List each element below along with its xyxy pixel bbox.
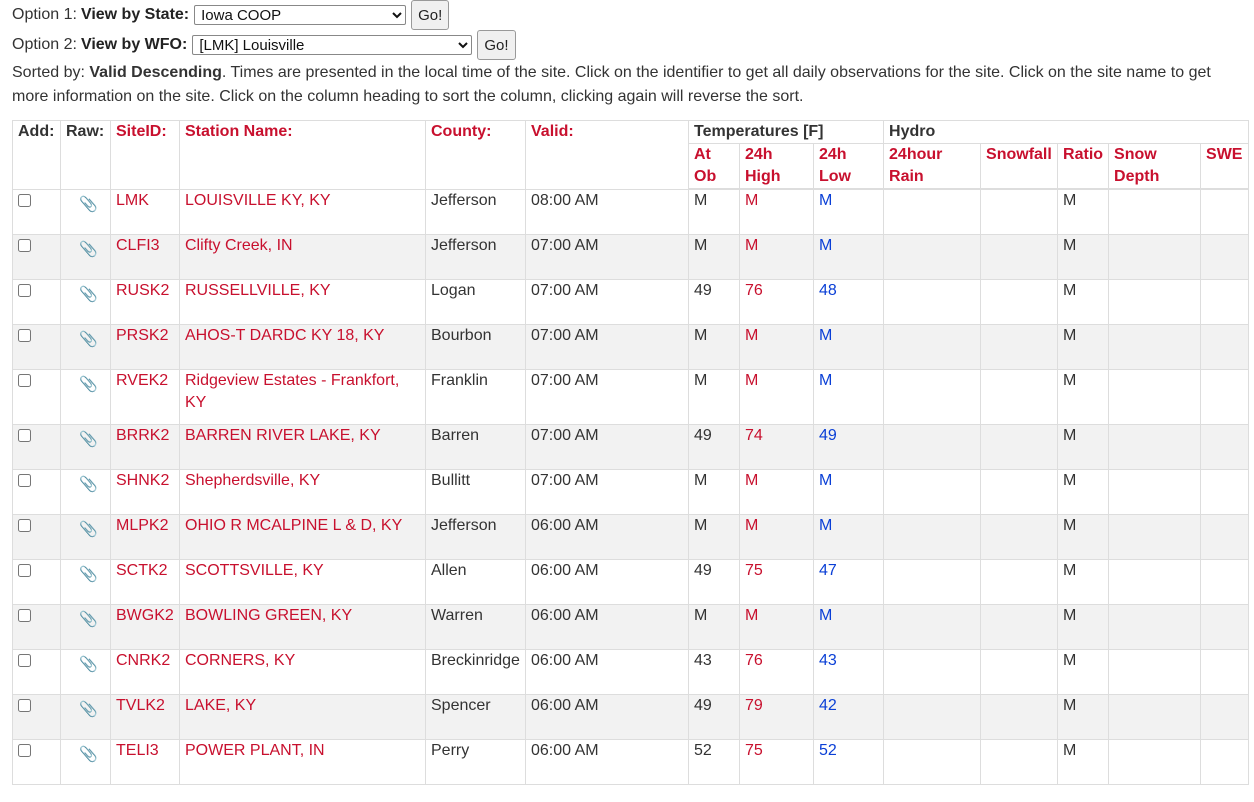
low-cell: 49	[814, 425, 884, 470]
high-cell: 79	[740, 695, 814, 740]
ratio-cell: M	[1058, 235, 1109, 280]
valid-cell: 07:00 AM	[526, 370, 689, 425]
table-row	[13, 605, 1249, 650]
siteid-link[interactable]: MLPK2	[116, 517, 169, 534]
col-swe[interactable]: SWE	[1201, 144, 1249, 190]
valid-cell: 07:00 AM	[526, 235, 689, 280]
station-link[interactable]: CORNERS, KY	[185, 652, 296, 669]
siteid-link[interactable]: BWGK2	[116, 607, 174, 624]
swe-cell	[1201, 325, 1249, 370]
col-siteid[interactable]: SiteID:	[111, 121, 180, 190]
snowfall-cell	[981, 425, 1058, 470]
valid-cell: 07:00 AM	[526, 280, 689, 325]
add-cell	[13, 235, 61, 280]
add-checkbox[interactable]	[18, 519, 31, 532]
rain-cell	[884, 189, 981, 235]
station-link[interactable]: Shepherdsville, KY	[185, 472, 321, 489]
rain-cell	[884, 605, 981, 650]
ratio-cell: M	[1058, 280, 1109, 325]
add-checkbox[interactable]	[18, 429, 31, 442]
add-cell	[13, 189, 61, 235]
paperclip-icon[interactable]: 📎	[79, 376, 98, 393]
group-hydro: Hydro	[884, 121, 1249, 144]
valid-cell: 06:00 AM	[526, 605, 689, 650]
snowfall-cell	[981, 189, 1058, 235]
add-cell	[13, 695, 61, 740]
at-ob-cell: M	[689, 370, 740, 425]
ratio-cell: M	[1058, 605, 1109, 650]
table-row	[13, 189, 1249, 235]
paperclip-icon[interactable]: 📎	[79, 746, 98, 763]
raw-cell	[61, 189, 111, 235]
station-link[interactable]: LOUISVILLE KY, KY	[185, 191, 331, 209]
snow-depth-cell	[1109, 695, 1201, 740]
paperclip-icon[interactable]: 📎	[79, 286, 98, 303]
rain-cell	[884, 560, 981, 605]
swe-cell	[1201, 235, 1249, 280]
col-at-ob[interactable]: At Ob	[689, 144, 740, 190]
station-link[interactable]: RUSSELLVILLE, KY	[185, 282, 331, 299]
valid-cell: 06:00 AM	[526, 650, 689, 695]
county-cell: Bullitt	[426, 470, 526, 515]
paperclip-icon[interactable]: 📎	[79, 195, 98, 213]
swe-cell	[1201, 740, 1249, 785]
add-checkbox[interactable]	[18, 654, 31, 667]
swe-cell	[1201, 370, 1249, 425]
ratio-cell: M	[1058, 695, 1109, 740]
county-cell: Breckinridge	[426, 650, 526, 695]
low-cell: M	[814, 325, 884, 370]
high-cell: 76	[740, 650, 814, 695]
raw-cell	[61, 235, 111, 280]
table-row	[13, 740, 1249, 785]
rain-cell	[884, 470, 981, 515]
snow-depth-cell	[1109, 605, 1201, 650]
paperclip-icon[interactable]: 📎	[79, 476, 98, 493]
add-cell	[13, 605, 61, 650]
rain-cell	[884, 325, 981, 370]
raw-cell	[61, 650, 111, 695]
sort-description: Sorted by: Valid Descending. Times are presented in the local time of the site. Click on the identifier to get all daily observations for the site. Click on the site name to get more information on the site. Click on the column heading to sort the column, clicking again will reverse the sort.	[12, 64, 1211, 105]
col-snowfall[interactable]: Snowfall	[981, 144, 1058, 190]
siteid-link[interactable]: PRSK2	[116, 327, 169, 344]
siteid-cell	[111, 425, 180, 470]
raw-cell	[61, 280, 111, 325]
col-snow-depth[interactable]: Snow Depth	[1109, 144, 1201, 190]
raw-cell	[61, 515, 111, 560]
snow-depth-cell	[1109, 425, 1201, 470]
siteid-cell	[111, 605, 180, 650]
county-cell: Bourbon	[426, 325, 526, 370]
siteid-cell	[111, 515, 180, 560]
swe-cell	[1201, 605, 1249, 650]
station-cell	[180, 515, 426, 560]
swe-cell	[1201, 650, 1249, 695]
raw-cell	[61, 470, 111, 515]
add-cell	[13, 425, 61, 470]
siteid-link[interactable]: TVLK2	[116, 697, 165, 714]
siteid-link[interactable]: RUSK2	[116, 282, 170, 299]
raw-cell	[61, 370, 111, 425]
raw-cell	[61, 695, 111, 740]
high-cell: M	[740, 189, 814, 235]
rain-cell	[884, 425, 981, 470]
snow-depth-cell	[1109, 470, 1201, 515]
add-checkbox[interactable]	[18, 194, 31, 207]
county-cell: Warren	[426, 605, 526, 650]
station-cell	[180, 605, 426, 650]
station-link[interactable]: OHIO R MCALPINE L & D, KY	[185, 517, 403, 534]
add-checkbox[interactable]	[18, 474, 31, 487]
snowfall-cell	[981, 470, 1058, 515]
at-ob-cell: 49	[689, 560, 740, 605]
county-cell: Jefferson	[426, 235, 526, 280]
rain-cell	[884, 515, 981, 560]
wfo-go-button[interactable]: Go!	[477, 30, 515, 60]
paperclip-icon[interactable]: 📎	[79, 566, 98, 583]
ratio-cell: M	[1058, 740, 1109, 785]
at-ob-cell: 43	[689, 650, 740, 695]
station-link[interactable]: BOWLING GREEN, KY	[185, 607, 353, 624]
valid-cell: 06:00 AM	[526, 695, 689, 740]
option1-label: View by State:	[80, 6, 190, 23]
low-cell: 42	[814, 695, 884, 740]
paperclip-icon[interactable]: 📎	[79, 521, 98, 538]
rain-cell	[884, 695, 981, 740]
siteid-link[interactable]: RVEK2	[116, 372, 169, 389]
at-ob-cell: 49	[689, 695, 740, 740]
add-cell	[13, 740, 61, 785]
high-cell: M	[740, 235, 814, 280]
valid-cell: 07:00 AM	[526, 470, 689, 515]
high-cell: M	[740, 370, 814, 425]
snowfall-cell	[981, 280, 1058, 325]
at-ob-cell: M	[689, 235, 740, 280]
add-cell	[13, 370, 61, 425]
high-cell: 76	[740, 280, 814, 325]
siteid-cell	[111, 235, 180, 280]
snow-depth-cell	[1109, 280, 1201, 325]
station-cell	[180, 370, 426, 425]
station-cell	[180, 650, 426, 695]
snowfall-cell	[981, 515, 1058, 560]
snow-depth-cell	[1109, 740, 1201, 785]
high-cell: M	[740, 515, 814, 560]
col-raw: Raw:	[61, 121, 111, 190]
snowfall-cell	[981, 325, 1058, 370]
swe-cell	[1201, 189, 1249, 235]
paperclip-icon[interactable]: 📎	[79, 656, 98, 673]
at-ob-cell: M	[689, 470, 740, 515]
snowfall-cell	[981, 695, 1058, 740]
snow-depth-cell	[1109, 189, 1201, 235]
add-cell	[13, 515, 61, 560]
snow-depth-cell	[1109, 235, 1201, 280]
col-24h-low[interactable]: 24h Low	[814, 144, 884, 190]
at-ob-cell: 49	[689, 280, 740, 325]
ratio-cell: M	[1058, 325, 1109, 370]
siteid-cell	[111, 280, 180, 325]
high-cell: 75	[740, 560, 814, 605]
rain-cell	[884, 280, 981, 325]
station-link[interactable]: Ridgeview Estates - Frankfort, KY	[185, 372, 400, 411]
table-row	[13, 235, 1249, 280]
low-cell: M	[814, 370, 884, 425]
station-link[interactable]: BARREN RIVER LAKE, KY	[185, 427, 381, 444]
option2-label: View by WFO:	[80, 36, 188, 53]
swe-cell	[1201, 470, 1249, 515]
paperclip-icon[interactable]: 📎	[79, 331, 98, 348]
sort-note: . Times are presented in the local time of the site. Click on the identifier to get all daily observations for the site. Click on the site name to get more information on the site. Click on the column heading to sort the column, clicking again will reverse the sort.	[12, 64, 1211, 105]
station-cell	[180, 189, 426, 235]
paperclip-icon[interactable]: 📎	[79, 611, 98, 628]
col-24hour-rain[interactable]: 24hour Rain	[884, 144, 981, 190]
siteid-cell	[111, 325, 180, 370]
state-go-button[interactable]: Go!	[411, 0, 449, 30]
snow-depth-cell	[1109, 650, 1201, 695]
low-cell: M	[814, 235, 884, 280]
siteid-link[interactable]: BRRK2	[116, 427, 170, 444]
snowfall-cell	[981, 235, 1058, 280]
col-add: Add:	[13, 121, 61, 190]
county-cell: Barren	[426, 425, 526, 470]
valid-cell: 07:00 AM	[526, 325, 689, 370]
col-24h-high[interactable]: 24h High	[740, 144, 814, 190]
add-checkbox[interactable]	[18, 609, 31, 622]
siteid-cell	[111, 370, 180, 425]
low-cell: 47	[814, 560, 884, 605]
station-cell	[180, 695, 426, 740]
rain-cell	[884, 235, 981, 280]
state-select[interactable]	[194, 5, 406, 25]
raw-cell	[61, 605, 111, 650]
station-cell	[180, 235, 426, 280]
low-cell: M	[814, 470, 884, 515]
siteid-link[interactable]: CNRK2	[116, 652, 171, 669]
ratio-cell: M	[1058, 370, 1109, 425]
siteid-link[interactable]: TELI3	[116, 742, 159, 759]
siteid-link[interactable]: SCTK2	[116, 562, 168, 579]
add-checkbox[interactable]	[18, 284, 31, 297]
siteid-cell	[111, 470, 180, 515]
col-ratio[interactable]: Ratio	[1058, 144, 1109, 190]
station-link[interactable]: Clifty Creek, IN	[185, 237, 293, 254]
station-cell	[180, 470, 426, 515]
option2-prefix: Option 2:	[12, 36, 77, 53]
county-cell: Logan	[426, 280, 526, 325]
snow-depth-cell	[1109, 325, 1201, 370]
table-row	[13, 325, 1249, 370]
paperclip-icon[interactable]: 📎	[79, 431, 98, 448]
raw-cell	[61, 740, 111, 785]
option2-row	[12, 30, 1248, 60]
raw-cell	[61, 425, 111, 470]
rain-cell	[884, 650, 981, 695]
col-valid[interactable]: Valid:	[526, 121, 689, 190]
station-link[interactable]: POWER PLANT, IN	[185, 742, 325, 759]
high-cell: 75	[740, 740, 814, 785]
siteid-cell	[111, 740, 180, 785]
group-temperatures: Temperatures [F]	[689, 121, 884, 144]
swe-cell	[1201, 695, 1249, 740]
at-ob-cell: M	[689, 605, 740, 650]
table-row	[13, 650, 1249, 695]
station-link[interactable]: LAKE, KY	[185, 697, 257, 714]
snowfall-cell	[981, 560, 1058, 605]
table-row	[13, 470, 1249, 515]
option1-prefix: Option 1:	[12, 6, 77, 23]
raw-cell	[61, 325, 111, 370]
snowfall-cell	[981, 740, 1058, 785]
ratio-cell: M	[1058, 189, 1109, 235]
swe-cell	[1201, 425, 1249, 470]
low-cell: 52	[814, 740, 884, 785]
add-checkbox[interactable]	[18, 744, 31, 757]
snowfall-cell	[981, 370, 1058, 425]
station-cell	[180, 560, 426, 605]
add-cell	[13, 650, 61, 695]
snowfall-cell	[981, 650, 1058, 695]
swe-cell	[1201, 515, 1249, 560]
snow-depth-cell	[1109, 560, 1201, 605]
table-row	[13, 695, 1249, 740]
county-cell: Spencer	[426, 695, 526, 740]
at-ob-cell: M	[689, 189, 740, 235]
county-cell: Jefferson	[426, 515, 526, 560]
siteid-cell	[111, 650, 180, 695]
ratio-cell: M	[1058, 650, 1109, 695]
paperclip-icon[interactable]: 📎	[79, 241, 98, 258]
high-cell: M	[740, 470, 814, 515]
station-cell	[180, 425, 426, 470]
add-checkbox[interactable]	[18, 699, 31, 712]
high-cell: M	[740, 325, 814, 370]
add-cell	[13, 280, 61, 325]
siteid-link[interactable]: SHNK2	[116, 472, 170, 489]
ratio-cell: M	[1058, 560, 1109, 605]
siteid-cell	[111, 189, 180, 235]
at-ob-cell: 52	[689, 740, 740, 785]
valid-cell: 06:00 AM	[526, 560, 689, 605]
table-row	[13, 515, 1249, 560]
low-cell: M	[814, 605, 884, 650]
ratio-cell: M	[1058, 515, 1109, 560]
siteid-cell	[111, 695, 180, 740]
rain-cell	[884, 370, 981, 425]
snow-depth-cell	[1109, 370, 1201, 425]
col-station-name[interactable]: Station Name:	[180, 121, 426, 190]
add-checkbox[interactable]	[18, 239, 31, 252]
rain-cell	[884, 740, 981, 785]
add-checkbox[interactable]	[18, 329, 31, 342]
station-link[interactable]: AHOS-T DARDC KY 18, KY	[185, 327, 385, 344]
high-cell: 74	[740, 425, 814, 470]
swe-cell	[1201, 560, 1249, 605]
add-cell	[13, 325, 61, 370]
snow-depth-cell	[1109, 515, 1201, 560]
at-ob-cell: M	[689, 515, 740, 560]
valid-cell: 08:00 AM	[526, 189, 689, 235]
add-checkbox[interactable]	[18, 564, 31, 577]
table-row	[13, 425, 1249, 470]
snowfall-cell	[981, 605, 1058, 650]
valid-cell: 06:00 AM	[526, 740, 689, 785]
county-cell: Franklin	[426, 370, 526, 425]
station-cell	[180, 740, 426, 785]
low-cell: 48	[814, 280, 884, 325]
station-link[interactable]: SCOTTSVILLE, KY	[185, 562, 324, 579]
add-cell	[13, 470, 61, 515]
low-cell: 43	[814, 650, 884, 695]
sort-field: Valid Descending	[89, 64, 222, 81]
station-cell	[180, 280, 426, 325]
swe-cell	[1201, 280, 1249, 325]
low-cell: M	[814, 189, 884, 235]
wfo-select[interactable]	[192, 35, 472, 55]
station-cell	[180, 325, 426, 370]
at-ob-cell: M	[689, 325, 740, 370]
table-row	[13, 280, 1249, 325]
table-row	[13, 370, 1249, 425]
siteid-link[interactable]: CLFI3	[116, 237, 160, 254]
low-cell: M	[814, 515, 884, 560]
valid-cell: 07:00 AM	[526, 425, 689, 470]
ratio-cell: M	[1058, 470, 1109, 515]
county-cell: Jefferson	[426, 189, 526, 235]
at-ob-cell: 49	[689, 425, 740, 470]
county-cell: Perry	[426, 740, 526, 785]
siteid-cell	[111, 560, 180, 605]
table-row	[13, 560, 1249, 605]
observations-table	[12, 120, 1249, 785]
col-county[interactable]: County:	[426, 121, 526, 190]
raw-cell	[61, 560, 111, 605]
valid-cell: 06:00 AM	[526, 515, 689, 560]
paperclip-icon[interactable]: 📎	[79, 701, 98, 718]
siteid-link[interactable]: LMK	[116, 191, 149, 209]
high-cell: M	[740, 605, 814, 650]
ratio-cell: M	[1058, 425, 1109, 470]
county-cell: Allen	[426, 560, 526, 605]
add-cell	[13, 560, 61, 605]
option1-row	[12, 0, 1248, 30]
table-body	[13, 189, 1249, 785]
add-checkbox[interactable]	[18, 374, 31, 387]
